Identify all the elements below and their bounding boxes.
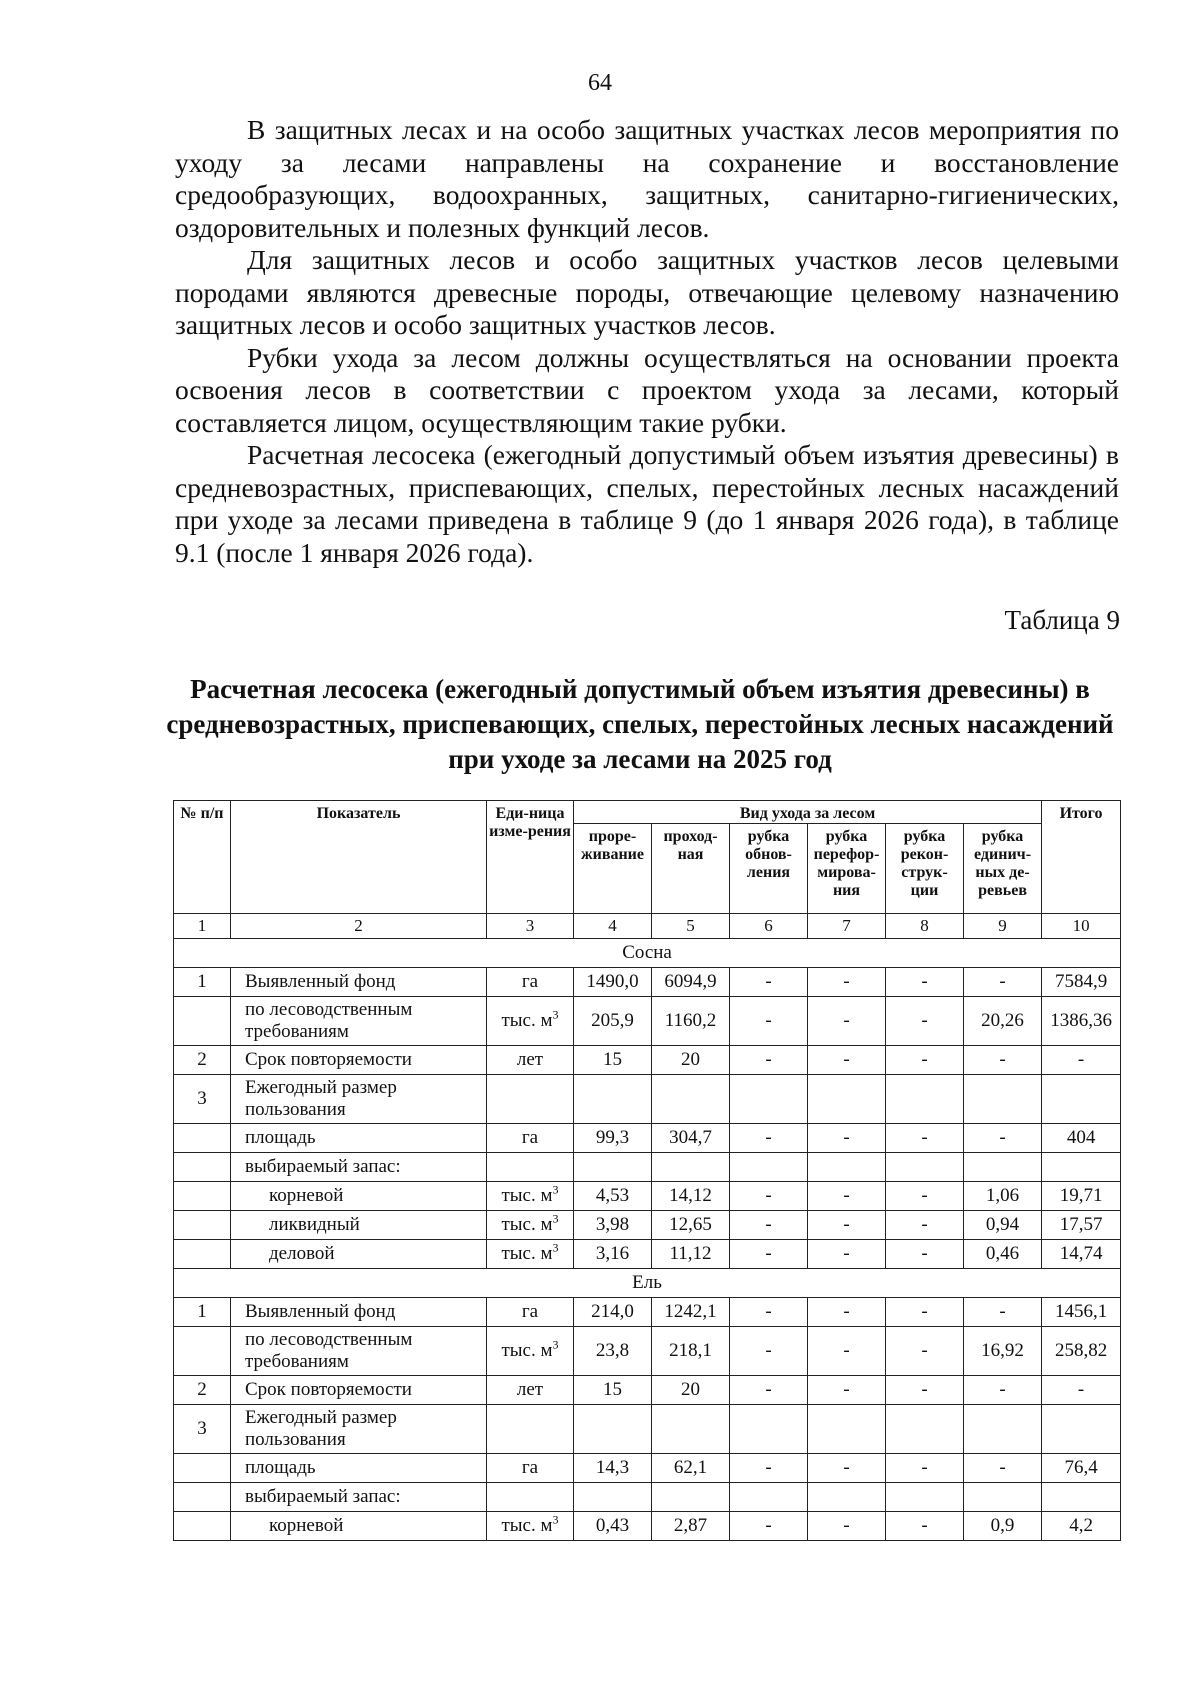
- row-value: -: [808, 1182, 886, 1211]
- section-name: Ель: [174, 1269, 1121, 1298]
- row-total: [1042, 1405, 1121, 1454]
- row-value: [652, 1405, 730, 1454]
- row-value: [574, 1153, 652, 1182]
- header-reformation: рубка перефор-мирова-ния: [808, 824, 886, 914]
- row-unit: [487, 1405, 574, 1454]
- row-unit: [487, 1153, 574, 1182]
- row-value: 0,43: [574, 1512, 652, 1541]
- row-value: 3,16: [574, 1240, 652, 1269]
- row-value: 214,0: [574, 1298, 652, 1327]
- row-number: [174, 1327, 231, 1376]
- table-row: [174, 1483, 1121, 1512]
- row-total: 258,82: [1042, 1327, 1121, 1376]
- unit-superscript: 3: [552, 1182, 559, 1197]
- row-value: -: [808, 1454, 886, 1483]
- unit-superscript: 3: [552, 1240, 559, 1255]
- row-value: -: [808, 1211, 886, 1240]
- row-value: 14,12: [652, 1182, 730, 1211]
- column-number: 3: [487, 914, 574, 939]
- row-label: выбираемый запас:: [231, 1153, 487, 1182]
- row-unit: [487, 1327, 574, 1376]
- unit-text: лет: [516, 1049, 544, 1070]
- table-row: [174, 1376, 1121, 1405]
- row-value: -: [964, 1298, 1042, 1327]
- header-single-trees: рубка единич-ных де-ревьев: [964, 824, 1042, 914]
- row-number: 2: [174, 1046, 231, 1075]
- table-row: [174, 1211, 1121, 1240]
- row-unit: [487, 968, 574, 997]
- row-value: [730, 1153, 808, 1182]
- row-value: [652, 1075, 730, 1124]
- row-value: -: [886, 1327, 964, 1376]
- row-value: [808, 1405, 886, 1454]
- row-value: 20: [652, 1046, 730, 1075]
- row-value: -: [886, 1512, 964, 1541]
- unit-text: тыс. м: [501, 1340, 553, 1361]
- row-value: -: [886, 1454, 964, 1483]
- row-number: 2: [174, 1376, 231, 1405]
- row-value: [964, 1405, 1042, 1454]
- row-label: Срок повторяемости: [231, 1376, 487, 1405]
- row-value: 1490,0: [574, 968, 652, 997]
- header-renewal: рубка обнов-ления: [730, 824, 808, 914]
- row-total: 404: [1042, 1124, 1121, 1153]
- row-value: [886, 1405, 964, 1454]
- row-value: 12,65: [652, 1211, 730, 1240]
- header-reconstruction: рубка рекон-струк-ции: [886, 824, 964, 914]
- row-total: [1042, 1483, 1121, 1512]
- row-unit: [487, 1512, 574, 1541]
- row-total: -: [1042, 1376, 1121, 1405]
- table-row: [174, 1046, 1121, 1075]
- row-number: [174, 997, 231, 1046]
- row-number: [174, 1153, 231, 1182]
- row-value: -: [808, 968, 886, 997]
- column-number: 6: [730, 914, 808, 939]
- column-number: 1: [174, 914, 231, 939]
- row-number: 1: [174, 1298, 231, 1327]
- row-value: 20,26: [964, 997, 1042, 1046]
- column-number: 4: [574, 914, 652, 939]
- column-number: 8: [886, 914, 964, 939]
- row-value: -: [808, 1046, 886, 1075]
- unit-superscript: 3: [552, 1337, 559, 1352]
- row-value: [574, 1483, 652, 1512]
- row-value: [808, 1075, 886, 1124]
- row-value: -: [886, 997, 964, 1046]
- table-row: [174, 1182, 1121, 1211]
- row-value: -: [964, 1046, 1042, 1075]
- header-indicator: Показатель: [231, 801, 487, 914]
- table-row: [174, 968, 1121, 997]
- row-value: [964, 1483, 1042, 1512]
- row-number: 3: [174, 1405, 231, 1454]
- column-number: 7: [808, 914, 886, 939]
- unit-superscript: 3: [552, 1007, 559, 1022]
- data-table: [173, 800, 1121, 1541]
- row-unit: [487, 1483, 574, 1512]
- paragraph: Рубки ухода за лесом должны осуществляться на основании проекта освоения лесов в соответствии с проектом ухода за лесами, который составляется лицом, осуществляющим такие рубки.: [175, 341, 1119, 438]
- row-value: -: [886, 1124, 964, 1153]
- row-unit: [487, 1124, 574, 1153]
- row-value: [808, 1153, 886, 1182]
- row-unit: [487, 1298, 574, 1327]
- row-value: -: [730, 1211, 808, 1240]
- row-value: 218,1: [652, 1327, 730, 1376]
- row-value: -: [886, 968, 964, 997]
- section-row: [174, 1269, 1121, 1298]
- row-value: -: [886, 1298, 964, 1327]
- row-value: -: [808, 1376, 886, 1405]
- row-value: -: [886, 1376, 964, 1405]
- row-number: 3: [174, 1075, 231, 1124]
- row-value: 0,94: [964, 1211, 1042, 1240]
- row-value: -: [886, 1046, 964, 1075]
- page-number: 64: [588, 70, 612, 96]
- section-name: Сосна: [174, 939, 1121, 968]
- row-value: 4,53: [574, 1182, 652, 1211]
- row-value: -: [808, 1124, 886, 1153]
- column-number: 2: [231, 914, 487, 939]
- header-passage: проход-ная: [652, 824, 730, 914]
- paragraph: Для защитных лесов и особо защитных участков лесов целевыми породами являются древесные породы, отвечающие целевому назначению защитных лесов и особо защитных участков лесов.: [175, 244, 1119, 340]
- table-title: Расчетная лесосека (ежегодный допустимый объем изъятия древесины) в средневозрастных, приспевающих, спелых, перестойных лесных насаждений при уходе за лесами на 2025 год: [166, 674, 1114, 774]
- row-value: -: [964, 1376, 1042, 1405]
- header-thinning: проре-живание: [574, 824, 652, 914]
- row-label: корневой: [231, 1182, 487, 1211]
- header-care-type: Вид ухода за лесом: [574, 801, 1042, 824]
- row-unit: [487, 1376, 574, 1405]
- row-unit: [487, 997, 574, 1046]
- header-unit: Еди-ница изме-рения: [487, 801, 574, 914]
- row-label: корневой: [231, 1512, 487, 1541]
- row-label: по лесоводственным требованиям: [231, 997, 487, 1046]
- row-value: 1,06: [964, 1182, 1042, 1211]
- row-value: -: [730, 1046, 808, 1075]
- row-number: [174, 1124, 231, 1153]
- row-value: -: [964, 1124, 1042, 1153]
- paragraph: Расчетная лесосека (ежегодный допустимый объем изъятия древесины) в средневозрастных, приспевающих, спелых, перестойных лесных насаждений при уходе за лесами приведена в таблице 9 (до 1 января 2026 года), в таблице 9.1 (после 1 января 2026 года).: [175, 439, 1119, 568]
- row-value: -: [808, 1240, 886, 1269]
- row-label: площадь: [231, 1454, 487, 1483]
- row-value: -: [886, 1240, 964, 1269]
- row-value: 20: [652, 1376, 730, 1405]
- row-value: 1160,2: [652, 997, 730, 1046]
- unit-text: тыс. м: [501, 1214, 553, 1235]
- table-row: [174, 1124, 1121, 1153]
- row-value: 0,9: [964, 1512, 1042, 1541]
- row-value: 14,3: [574, 1454, 652, 1483]
- section-row: [174, 939, 1121, 968]
- table-row: [174, 1405, 1121, 1454]
- row-value: 16,92: [964, 1327, 1042, 1376]
- row-number: [174, 1240, 231, 1269]
- row-value: [886, 1075, 964, 1124]
- row-number: [174, 1182, 231, 1211]
- column-number-row: [174, 914, 1121, 939]
- row-total: 4,2: [1042, 1512, 1121, 1541]
- row-unit: [487, 1211, 574, 1240]
- row-unit: [487, 1046, 574, 1075]
- row-value: 15: [574, 1046, 652, 1075]
- row-label: Выявленный фонд: [231, 1298, 487, 1327]
- unit-text: тыс. м: [501, 1243, 553, 1264]
- row-label: Ежегодный размер пользования: [231, 1075, 487, 1124]
- row-total: [1042, 1153, 1121, 1182]
- row-label: Срок повторяемости: [231, 1046, 487, 1075]
- row-value: [652, 1483, 730, 1512]
- row-unit: [487, 1075, 574, 1124]
- table-row: [174, 1153, 1121, 1182]
- unit-text: га: [521, 1127, 539, 1148]
- row-value: [886, 1153, 964, 1182]
- row-label: выбираемый запас:: [231, 1483, 487, 1512]
- row-value: 3,98: [574, 1211, 652, 1240]
- row-value: 99,3: [574, 1124, 652, 1153]
- row-value: 6094,9: [652, 968, 730, 997]
- row-value: 205,9: [574, 997, 652, 1046]
- row-value: [652, 1153, 730, 1182]
- row-value: [730, 1075, 808, 1124]
- row-number: [174, 1512, 231, 1541]
- row-total: -: [1042, 1046, 1121, 1075]
- column-number: 10: [1042, 914, 1121, 939]
- row-unit: [487, 1454, 574, 1483]
- unit-text: тыс. м: [501, 1515, 553, 1536]
- row-value: 0,46: [964, 1240, 1042, 1269]
- row-value: -: [730, 1298, 808, 1327]
- row-value: -: [808, 1327, 886, 1376]
- row-value: -: [730, 1454, 808, 1483]
- row-value: -: [886, 1211, 964, 1240]
- row-label: деловой: [231, 1240, 487, 1269]
- header-total: Итого: [1042, 801, 1121, 914]
- row-value: 11,12: [652, 1240, 730, 1269]
- unit-text: тыс. м: [501, 1010, 553, 1031]
- table-row: [174, 1240, 1121, 1269]
- row-total: 1456,1: [1042, 1298, 1121, 1327]
- table-row: [174, 1512, 1121, 1541]
- row-value: 62,1: [652, 1454, 730, 1483]
- row-total: 19,71: [1042, 1182, 1121, 1211]
- table-row: [174, 997, 1121, 1046]
- row-value: [964, 1075, 1042, 1124]
- row-total: 76,4: [1042, 1454, 1121, 1483]
- row-value: 15: [574, 1376, 652, 1405]
- unit-text: га: [521, 1457, 539, 1478]
- row-number: [174, 1483, 231, 1512]
- body-text: [175, 114, 1119, 569]
- row-value: -: [730, 1182, 808, 1211]
- row-value: -: [964, 968, 1042, 997]
- row-value: -: [730, 1240, 808, 1269]
- row-total: 14,74: [1042, 1240, 1121, 1269]
- row-value: -: [808, 1512, 886, 1541]
- row-label: по лесоводственным требованиям: [231, 1327, 487, 1376]
- row-number: 1: [174, 968, 231, 997]
- row-value: [574, 1405, 652, 1454]
- unit-superscript: 3: [552, 1211, 559, 1226]
- row-value: -: [730, 1124, 808, 1153]
- row-value: -: [730, 968, 808, 997]
- row-total: 17,57: [1042, 1211, 1121, 1240]
- row-label: Выявленный фонд: [231, 968, 487, 997]
- table-row: [174, 1298, 1121, 1327]
- row-total: 1386,36: [1042, 997, 1121, 1046]
- row-value: [730, 1483, 808, 1512]
- row-total: [1042, 1075, 1121, 1124]
- row-value: -: [730, 997, 808, 1046]
- row-value: -: [730, 1512, 808, 1541]
- column-number: 5: [652, 914, 730, 939]
- unit-text: лет: [516, 1379, 544, 1400]
- header-num: № п/п: [174, 801, 231, 914]
- row-value: -: [964, 1454, 1042, 1483]
- row-value: -: [730, 1376, 808, 1405]
- row-value: 1242,1: [652, 1298, 730, 1327]
- row-value: 304,7: [652, 1124, 730, 1153]
- row-value: [886, 1483, 964, 1512]
- row-label: Ежегодный размер пользования: [231, 1405, 487, 1454]
- row-number: [174, 1211, 231, 1240]
- row-value: -: [730, 1327, 808, 1376]
- table-row: [174, 1454, 1121, 1483]
- row-value: [574, 1075, 652, 1124]
- row-label: площадь: [231, 1124, 487, 1153]
- row-value: [964, 1153, 1042, 1182]
- column-number: 9: [964, 914, 1042, 939]
- row-value: -: [886, 1182, 964, 1211]
- row-value: 23,8: [574, 1327, 652, 1376]
- row-value: -: [808, 997, 886, 1046]
- row-unit: [487, 1182, 574, 1211]
- table-row: [174, 1075, 1121, 1124]
- unit-text: га: [521, 971, 539, 992]
- row-unit: [487, 1240, 574, 1269]
- row-number: [174, 1454, 231, 1483]
- row-value: [730, 1405, 808, 1454]
- row-value: [808, 1483, 886, 1512]
- paragraph: В защитных лесах и на особо защитных участках лесов мероприятия по уходу за лесами направлены на сохранение и восстановление средообразующих, водоохранных, защитных, санитарно-гигиенических, оздоровительных и полезных функций лесов.: [175, 114, 1119, 243]
- table-label: Таблица 9: [1004, 605, 1120, 635]
- row-label: ликвидный: [231, 1211, 487, 1240]
- unit-text: га: [521, 1301, 539, 1322]
- row-value: 2,87: [652, 1512, 730, 1541]
- row-value: -: [808, 1298, 886, 1327]
- unit-superscript: 3: [552, 1512, 559, 1527]
- row-total: 7584,9: [1042, 968, 1121, 997]
- table-row: [174, 1327, 1121, 1376]
- unit-text: тыс. м: [501, 1185, 553, 1206]
